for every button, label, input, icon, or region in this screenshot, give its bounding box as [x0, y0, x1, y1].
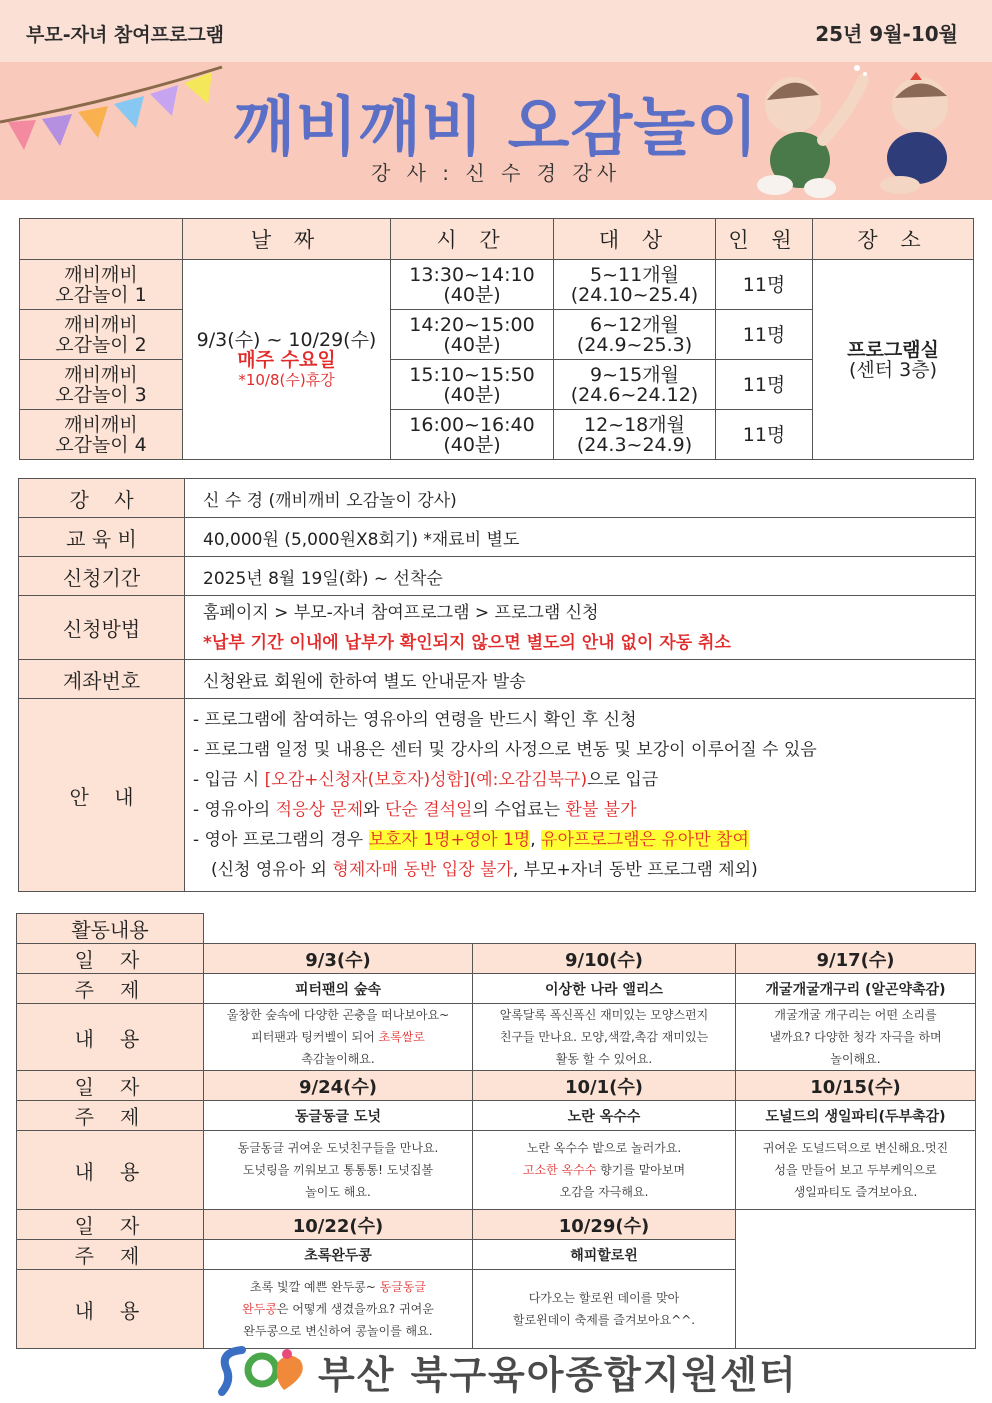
session-target: 6~12개월 (24.9~25.3)	[554, 310, 716, 360]
period-value: 2025년 8월 19일(화) ~ 선착순	[185, 557, 976, 596]
activity-topic: 개굴개굴개구리 (알곤약촉감)	[736, 974, 976, 1004]
place-sub: (센터 3층)	[848, 358, 937, 381]
activity-date: 9/24(수)	[204, 1071, 473, 1101]
schedule-header-time: 시 간	[391, 219, 554, 260]
session-name: 깨비깨비 오감놀이 2	[20, 310, 183, 360]
activity-topic-row	[17, 974, 976, 1004]
activity-section-label: 활동내용	[17, 914, 204, 944]
activity-date: 9/10(수)	[473, 944, 736, 974]
account-value: 신청완료 회원에 한하여 별도 안내문자 발송	[185, 660, 976, 699]
session-count: 11명	[716, 360, 813, 410]
activity-table	[16, 913, 976, 1349]
activity-date: 9/3(수)	[204, 944, 473, 974]
period-label: 신청기간	[19, 557, 185, 596]
method-label: 신청방법	[19, 596, 185, 660]
topic-label: 주제	[17, 1101, 204, 1131]
activity-topic: 노란 옥수수	[473, 1101, 736, 1131]
activity-date: 10/15(수)	[736, 1071, 976, 1101]
activity-empty-cell	[736, 1210, 976, 1349]
date-range: 9/3(수) ~ 10/29(수)	[196, 328, 377, 351]
babies-illustration-icon	[745, 60, 975, 200]
center-name: 부산 북구육아종합지원센터	[318, 1353, 798, 1397]
date-label: 일자	[17, 944, 204, 974]
activity-date: 10/1(수)	[473, 1071, 736, 1101]
schedule-header-blank	[20, 219, 183, 260]
content-label: 내용	[17, 1270, 204, 1349]
activity-topic: 동글동글 도넛	[204, 1101, 473, 1131]
weekly-note: 매주 수요일	[237, 348, 336, 371]
info-row-period	[19, 557, 976, 596]
info-row-guide	[19, 699, 976, 892]
activity-content-row	[17, 1131, 976, 1210]
session-target: 9~15개월 (24.6~24.12)	[554, 360, 716, 410]
activity-topic: 초록완두콩	[204, 1240, 473, 1270]
session-target: 5~11개월 (24.10~25.4)	[554, 260, 716, 310]
schedule-row	[20, 260, 974, 310]
activity-date: 10/22(수)	[204, 1210, 473, 1240]
guide-line: - 입금 시 [오감+신청자(보호자)성함](예:오감김북구)으로 입금	[193, 770, 659, 790]
activity-content: 귀여운 도널드덕으로 변신해요.멋진 성을 만들어 보고 두부케익으로 생일파티도 즐겨보아요.	[736, 1131, 976, 1210]
footer	[0, 1340, 992, 1400]
info-row-fee	[19, 518, 976, 557]
session-name: 깨비깨비 오감놀이 4	[20, 410, 183, 460]
schedule-date-cell	[183, 260, 391, 460]
center-logo-icon	[212, 1340, 312, 1400]
activity-content: 알록달록 폭신폭신 재미있는 모양스펀지 친구들 만나요. 모양,색깔,촉감 재미있는 활동 할 수 있어요.	[473, 1004, 736, 1071]
session-count: 11명	[716, 410, 813, 460]
guide-line: - 프로그램 일정 및 내용은 센터 및 강사의 사정으로 변동 및 보강이 이루어질 수 있음	[193, 740, 817, 760]
date-label: 일자	[17, 1210, 204, 1240]
instructor-value: 신 수 경 (깨비깨비 오감놀이 강사)	[185, 479, 976, 518]
info-table	[18, 478, 976, 892]
schedule-header-place: 장 소	[813, 219, 974, 260]
guide-value	[185, 699, 976, 892]
program-category: 부모-자녀 참여프로그램	[26, 24, 225, 46]
content-label: 내용	[17, 1004, 204, 1071]
method-value	[185, 596, 976, 660]
content-label: 내용	[17, 1131, 204, 1210]
activity-content: 초록 빛깔 예쁜 완두콩~ 동글동글 완두콩은 어떻게 생겼을까요? 귀여운 완두콩으로 변신하여 콩놀이를 해요.	[204, 1270, 473, 1349]
info-row-instructor	[19, 479, 976, 518]
session-count: 11명	[716, 260, 813, 310]
schedule-place-cell	[813, 260, 974, 460]
session-time: 16:00~16:40 (40분)	[391, 410, 554, 460]
guide-line: - 영유아의 적응상 문제와 단순 결석일의 수업료는 환불 불가	[193, 800, 637, 820]
guide-line: (신청 영유아 외 형제자매 동반 입장 불가, 부모+자녀 동반 프로그램 제외)	[211, 860, 758, 880]
activity-content: 동글동글 귀여운 도넛친구들을 만나요. 도넛링을 끼워보고 통통통! 도넛집볼 놀이도 해요.	[204, 1131, 473, 1210]
activity-topic-row	[17, 1101, 976, 1131]
activity-date-row	[17, 1210, 976, 1240]
program-period: 25년 9월-10월	[815, 22, 958, 46]
activity-topic: 이상한 나라 앨리스	[473, 974, 736, 1004]
date-label: 일자	[17, 1071, 204, 1101]
activity-date: 9/17(수)	[736, 944, 976, 974]
method-warning: *납부 기간 이내에 납부가 확인되지 않으면 별도의 안내 없이 자동 취소	[203, 632, 731, 653]
activity-content: 노란 옥수수 밭으로 놀러가요. 고소한 옥수수 향기를 맡아보며 오감을 자극해요.	[473, 1131, 736, 1210]
activity-content: 개굴개굴 개구리는 어떤 소리를 낼까요? 다양한 청각 자극을 하며 놀이해요.	[736, 1004, 976, 1071]
main-title: 깨비깨비 오감놀이	[233, 91, 759, 165]
fee-label: 교 육 비	[19, 518, 185, 557]
instructor-label: 강 사	[19, 479, 185, 518]
session-name: 깨비깨비 오감놀이 3	[20, 360, 183, 410]
info-row-account	[19, 660, 976, 699]
activity-topic: 피터팬의 숲속	[204, 974, 473, 1004]
activity-topic: 도널드의 생일파티(두부촉감)	[736, 1101, 976, 1131]
account-label: 계좌번호	[19, 660, 185, 699]
instructor-subtitle: 강 사 : 신 수 경 강사	[370, 161, 622, 185]
activity-date: 10/29(수)	[473, 1210, 736, 1240]
schedule-table	[19, 218, 974, 460]
schedule-header-date: 날 짜	[183, 219, 391, 260]
topic-label: 주제	[17, 1240, 204, 1270]
activity-date-row	[17, 1071, 976, 1101]
schedule-header-target: 대 상	[554, 219, 716, 260]
fee-value: 40,000원 (5,000원X8회기) *재료비 별도	[185, 518, 976, 557]
session-time: 13:30~14:10 (40분)	[391, 260, 554, 310]
session-time: 15:10~15:50 (40분)	[391, 360, 554, 410]
place-main: 프로그램실	[847, 338, 939, 361]
activity-date-row	[17, 944, 976, 974]
activity-content-row	[17, 1004, 976, 1071]
activity-content: 다가오는 할로윈 데이를 맞아 할로윈데이 축제를 즐겨보아요^^.	[473, 1270, 736, 1349]
method-path: 홈페이지 > 부모-자녀 참여프로그램 > 프로그램 신청	[203, 602, 599, 623]
activity-content: 울창한 숲속에 다양한 곤충을 떠나보아요~ 피터팬과 팅커벨이 되어 초록쌀로 촉감놀이해요.	[204, 1004, 473, 1071]
guide-line: - 영아 프로그램의 경우 보호자 1명+영아 1명, 유아프로그램은 유아만 참여	[193, 830, 749, 850]
session-target: 12~18개월 (24.3~24.9)	[554, 410, 716, 460]
info-row-method	[19, 596, 976, 660]
schedule-header-count: 인 원	[716, 219, 813, 260]
session-count: 11명	[716, 310, 813, 360]
session-name: 깨비깨비 오감놀이 1	[20, 260, 183, 310]
activity-section-row	[17, 914, 976, 944]
activity-topic: 해피할로윈	[473, 1240, 736, 1270]
guide-label: 안 내	[19, 699, 185, 892]
holiday-note: *10/8(수)휴강	[238, 370, 335, 389]
topic-label: 주제	[17, 974, 204, 1004]
schedule-header-row	[20, 219, 974, 260]
guide-line: - 프로그램에 참여하는 영유아의 연령을 반드시 확인 후 신청	[193, 710, 637, 730]
session-time: 14:20~15:00 (40분)	[391, 310, 554, 360]
